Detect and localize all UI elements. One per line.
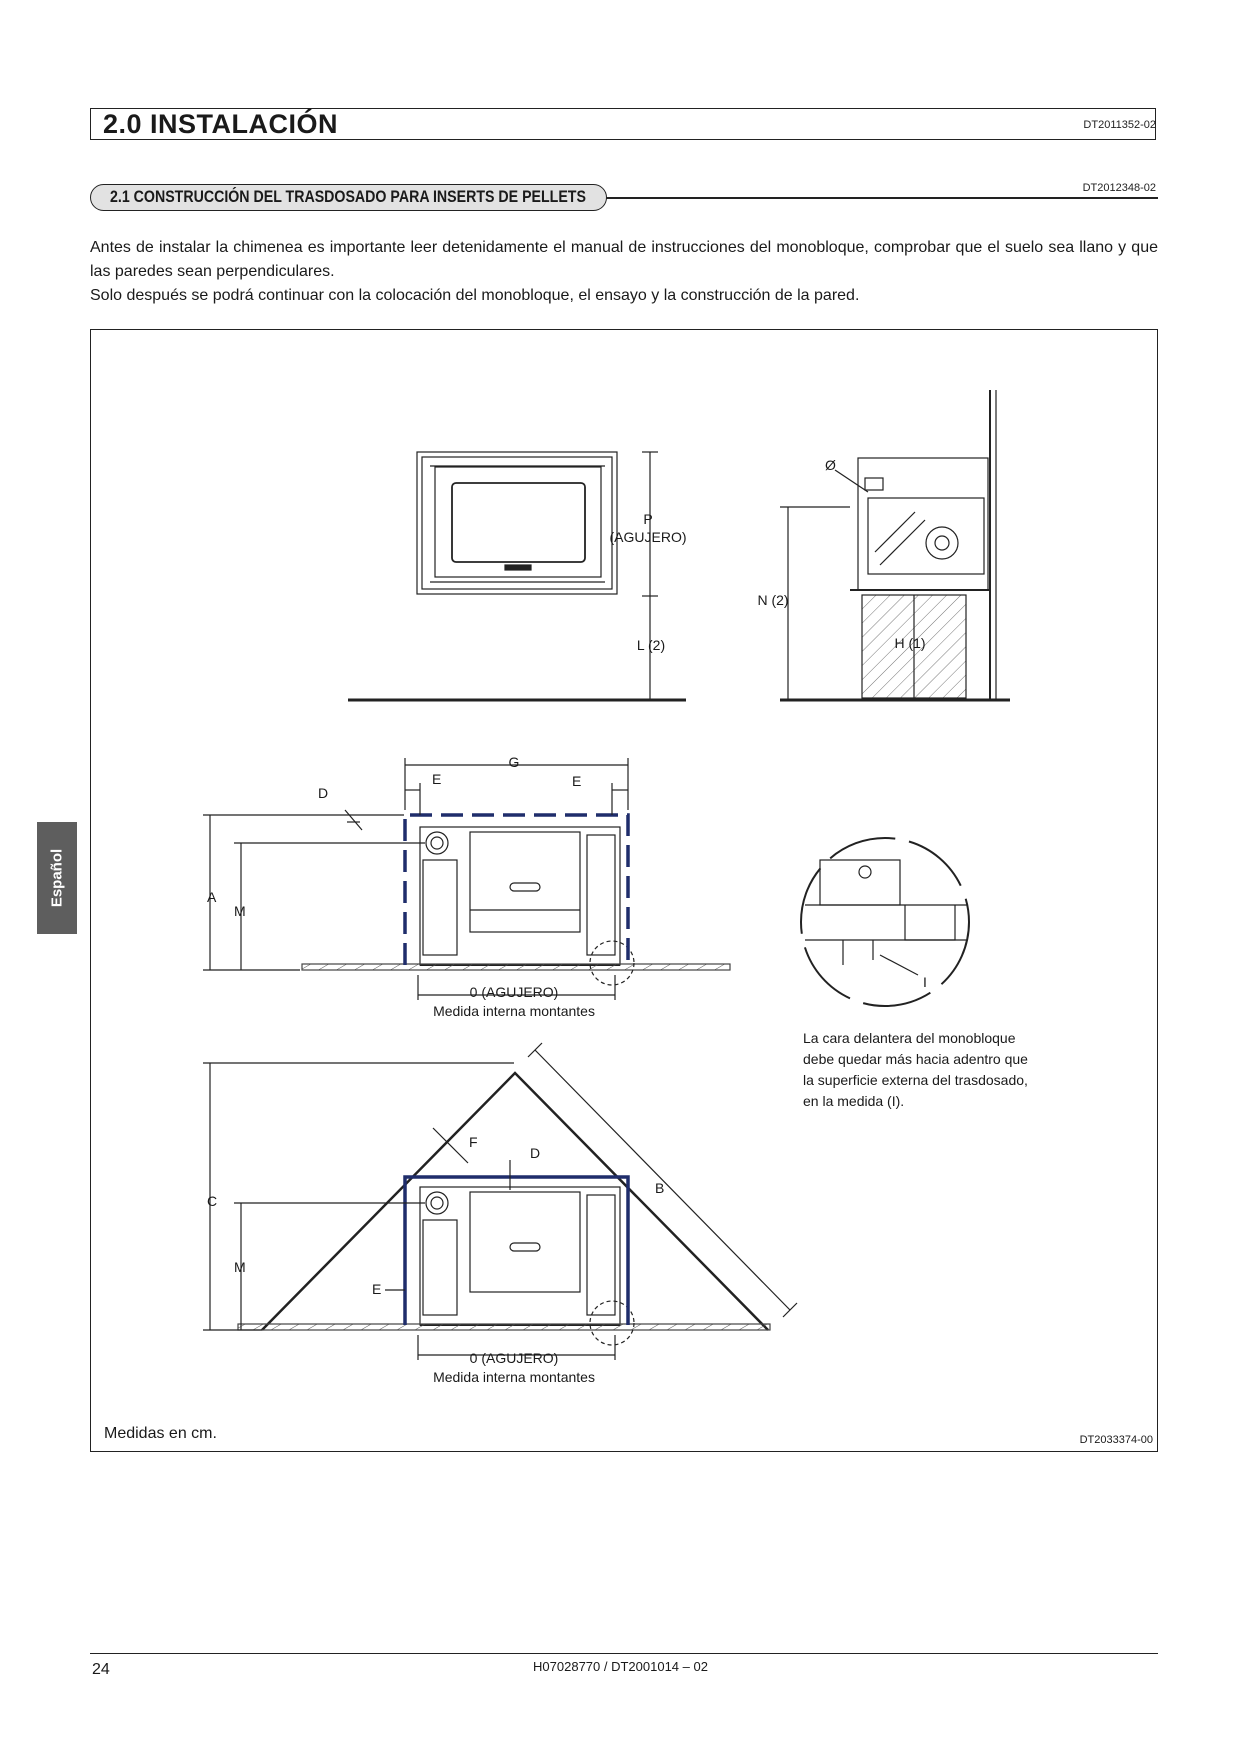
label-d-bottom: D xyxy=(530,1145,541,1161)
label-phi: Ø xyxy=(825,457,836,473)
label-medida-interna-bottom: Medida interna montantes xyxy=(433,1369,595,1385)
language-tab-text: Español xyxy=(48,848,66,908)
label-h1: H (1) xyxy=(894,635,926,651)
subsection-code: DT2012348-02 xyxy=(1082,182,1156,194)
label-d-top: D xyxy=(318,785,329,801)
label-i: I xyxy=(923,974,927,990)
label-g: G xyxy=(508,754,520,770)
page-number: 24 xyxy=(92,1661,110,1678)
label-b: B xyxy=(655,1180,665,1196)
figure-code: DT2033374-00 xyxy=(1079,1434,1153,1446)
footer-rule xyxy=(90,1653,1158,1654)
plan-view-wall xyxy=(302,827,730,985)
subsection-title: 2.1 CONSTRUCCIÓN DEL TRASDOSADO PARA INSERTS DE PELLETS xyxy=(110,188,586,206)
note-line-3: la superficie externa del trasdosado, xyxy=(803,1072,1028,1088)
label-e-bottom: E xyxy=(372,1281,382,1297)
label-medida-interna-top: Medida interna montantes xyxy=(433,1003,595,1019)
footer-code: H07028770 / DT2001014 – 02 xyxy=(533,1659,708,1674)
label-e-right: E xyxy=(572,773,582,789)
label-agujero: (AGUJERO) xyxy=(609,529,687,545)
front-view-insert xyxy=(417,452,617,594)
intro-paragraph-2: Solo después se podrá continuar con la colocación del monobloque, el ensayo y la construcción de la pared. xyxy=(90,287,860,304)
note-line-2: debe quedar más hacia adentro que xyxy=(803,1051,1028,1067)
label-n2: N (2) xyxy=(757,592,789,608)
note-line-4: en la medida (I). xyxy=(803,1093,905,1109)
label-o-agujero-top: 0 (AGUJERO) xyxy=(469,984,559,1000)
label-e-left: E xyxy=(432,771,442,787)
language-tab-label xyxy=(37,822,77,934)
label-l2: L (2) xyxy=(636,637,666,653)
units-note: Medidas en cm. xyxy=(104,1425,217,1442)
note-line-1: La cara delantera del monobloque xyxy=(803,1030,1016,1046)
label-o-agujero-bottom: 0 (AGUJERO) xyxy=(469,1350,559,1366)
label-f: F xyxy=(469,1134,478,1150)
section-code: DT2011352-02 xyxy=(1083,119,1156,131)
label-p: P xyxy=(643,511,653,527)
label-c: C xyxy=(207,1193,218,1209)
side-view-insert xyxy=(780,390,1010,700)
label-m-bottom: M xyxy=(234,1259,246,1275)
label-a: A xyxy=(207,889,217,905)
section-title: 2.0 INSTALACIÓN xyxy=(103,109,339,139)
label-m-top: M xyxy=(234,903,246,919)
intro-paragraph-1: Antes de instalar la chimenea es importante leer detenidamente el manual de instrucciones del monobloque, comprobar que el suelo sea llano y que las paredes sean perpendiculares. xyxy=(90,239,1158,280)
detail-callout xyxy=(801,838,969,1006)
